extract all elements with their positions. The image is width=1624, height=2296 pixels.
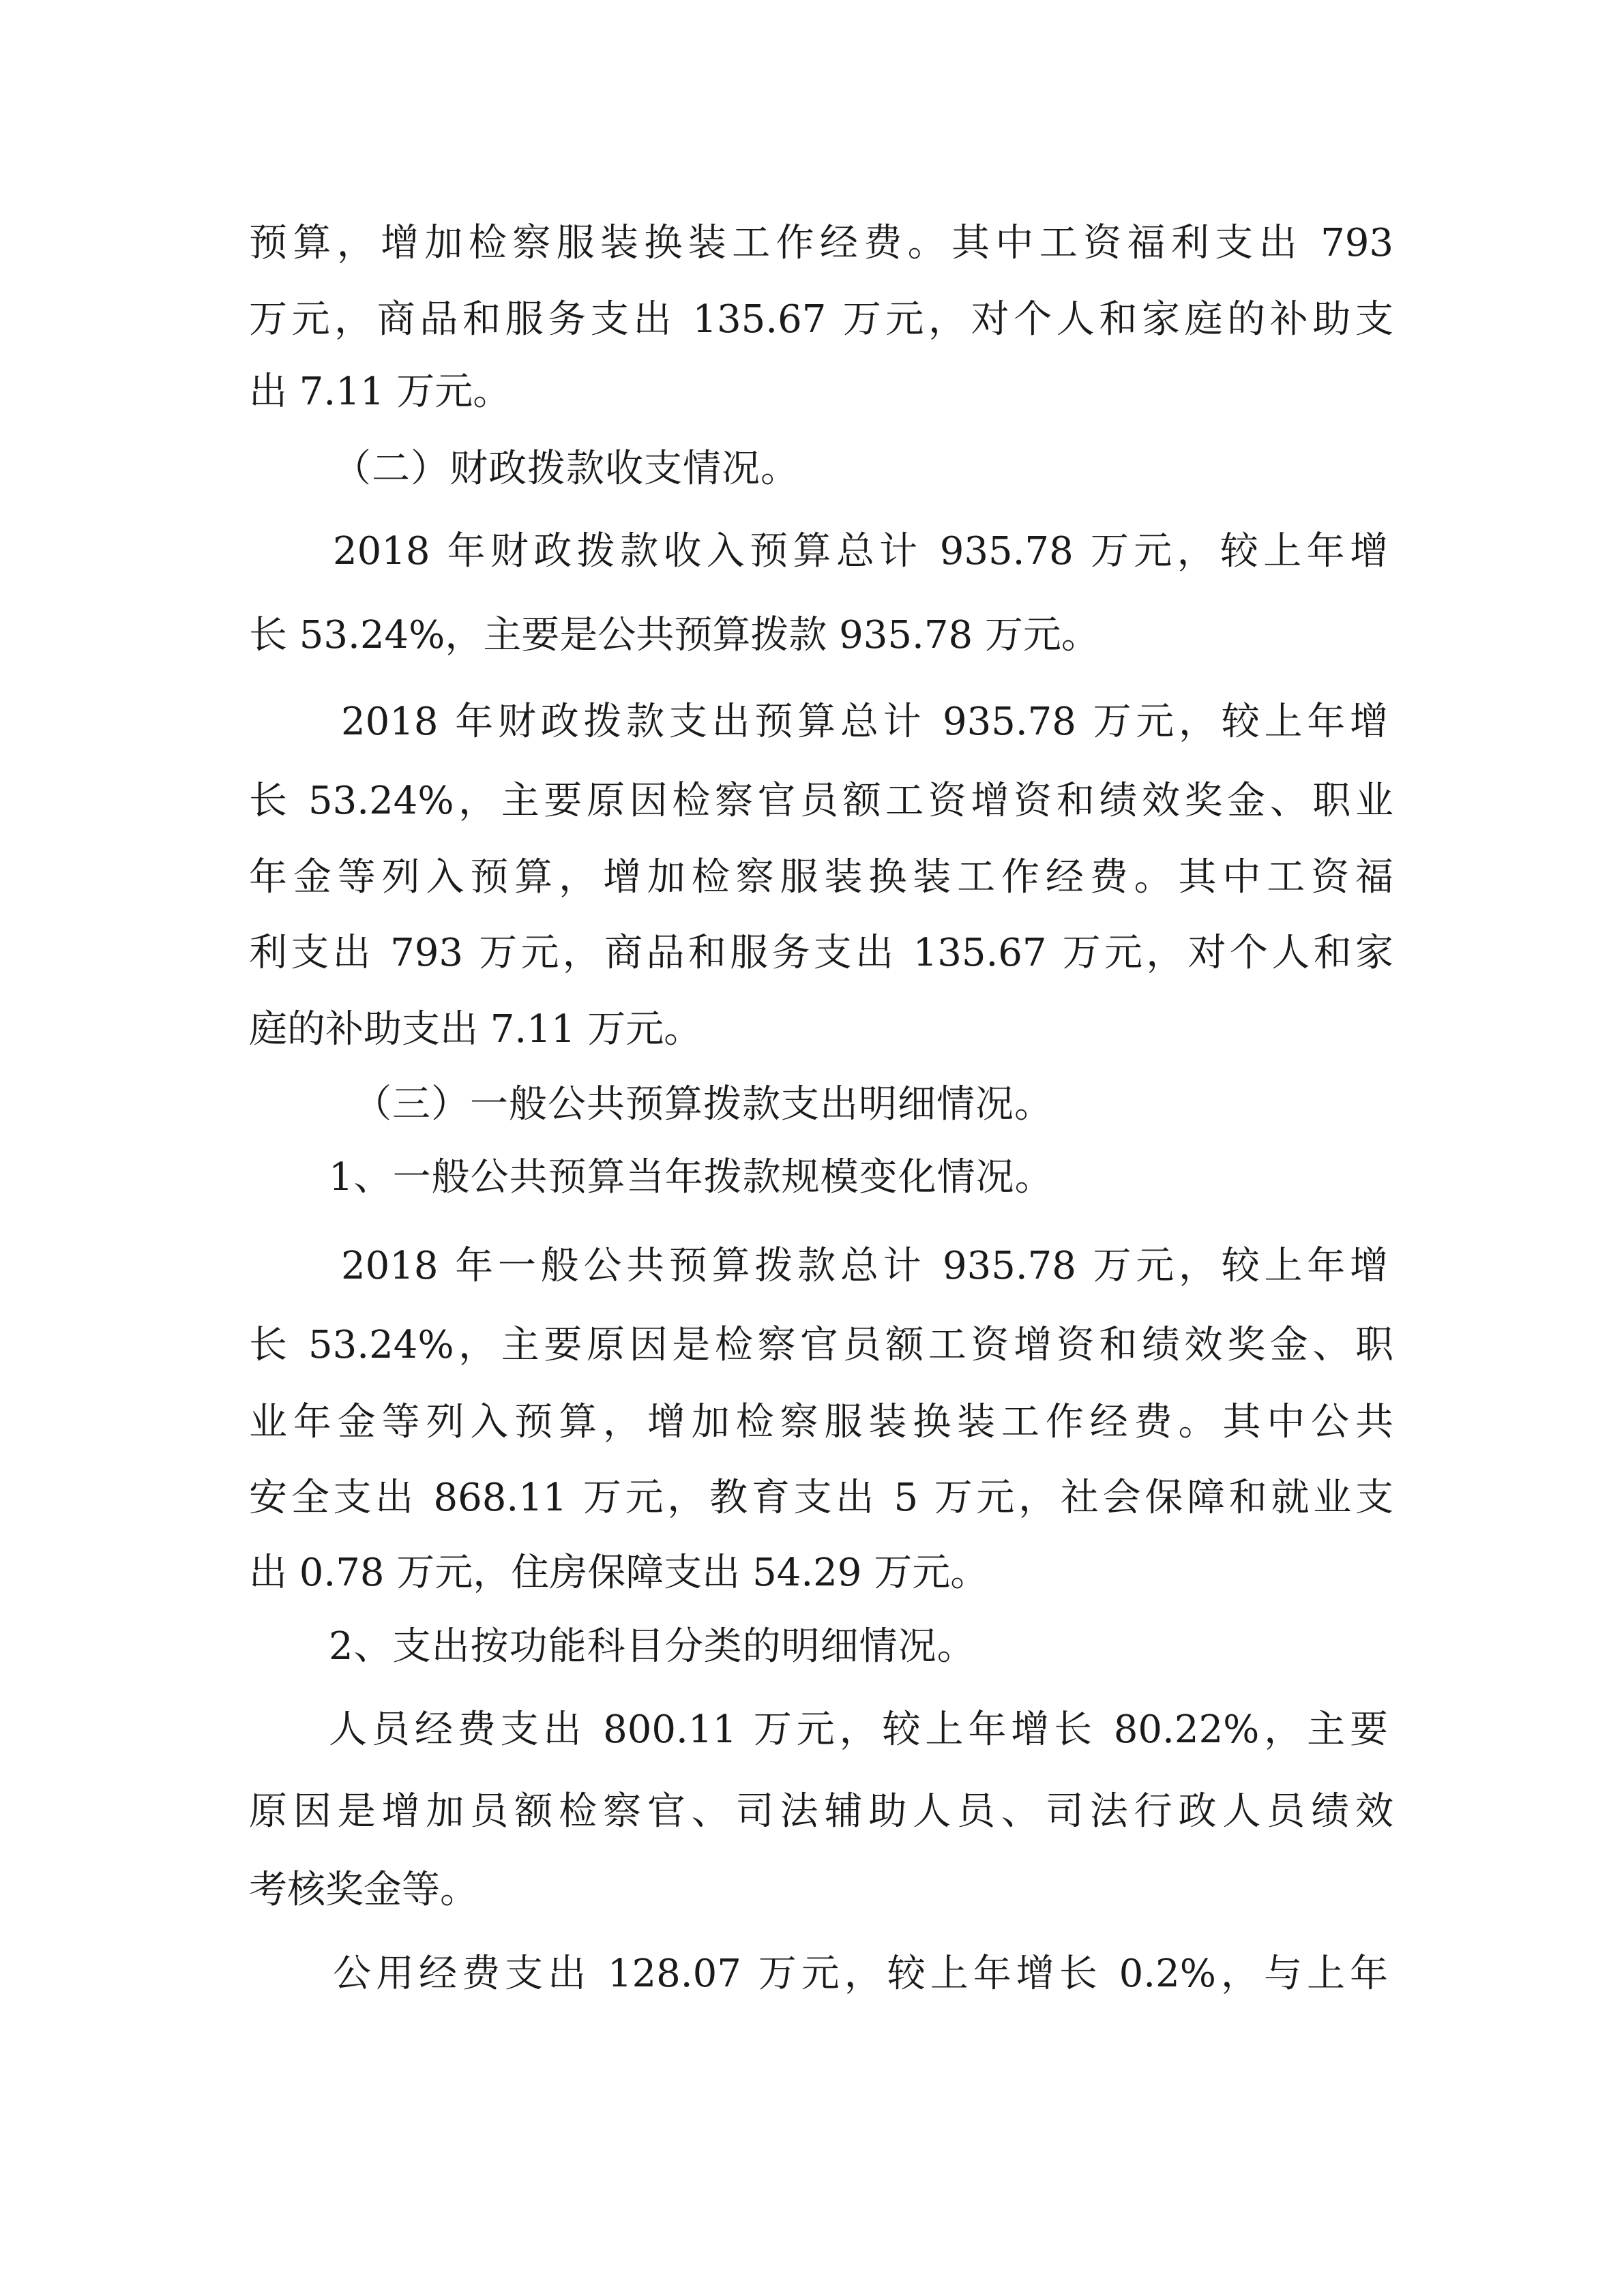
paragraph-text: 利支出 793 万元，商品和服务支出 135.67 万元，对个人和家 [249, 931, 1393, 975]
subsection-heading: 1、一般公共预算当年拨款规模变化情况。 [329, 1155, 1054, 1199]
paragraph-text: 预算，增加检察服装换装工作经费。其中工资福利支出 793 [249, 221, 1393, 265]
paragraph-text: 万元，商品和服务支出 135.67 万元，对个人和家庭的补助支 [249, 297, 1393, 342]
paragraph-text: 长 53.24%，主要原因是检察官员额工资增资和绩效奖金、职 [249, 1323, 1393, 1367]
paragraph-text: 公用经费支出 128.07 万元，较上年增长 0.2%，与上年 [333, 1952, 1388, 1996]
text-line-16 [0, 1392, 1624, 1453]
text-line-20 [0, 1699, 1624, 1761]
paragraph-text: 业年金等列入预算，增加检察服装换装工作经费。其中公共 [249, 1400, 1393, 1444]
text-line-3 [0, 361, 1624, 423]
text-line-14 [0, 1236, 1624, 1297]
paragraph-text: 考核奖金等。 [249, 1868, 478, 1912]
text-line-13 [0, 1147, 1624, 1208]
text-line-9 [0, 847, 1624, 908]
paragraph-text: 2018 年一般公共预算拨款总计 935.78 万元，较上年增 [341, 1244, 1388, 1288]
text-line-6 [0, 605, 1624, 666]
section-heading: （三）一般公共预算拨款支出明细情况。 [353, 1082, 1053, 1127]
paragraph-text: 长 53.24%，主要是公共预算拨款 935.78 万元。 [249, 613, 1099, 657]
text-line-22 [0, 1860, 1624, 1921]
text-line-7 [0, 691, 1624, 753]
text-line-10 [0, 923, 1624, 984]
paragraph-text: 安全支出 868.11 万元，教育支出 5 万元，社会保障和就业支 [249, 1476, 1393, 1520]
paragraph-text: 原因是增加员额检察官、司法辅助人员、司法行政人员绩效 [249, 1789, 1393, 1834]
section-heading: （二）财政拨款收支情况。 [333, 447, 799, 491]
text-line-2 [0, 289, 1624, 351]
subsection-heading: 2、支出按功能科目分类的明细情况。 [329, 1624, 976, 1669]
text-line-5 [0, 521, 1624, 582]
text-line-18 [0, 1542, 1624, 1604]
text-line-15 [0, 1315, 1624, 1376]
text-line-17 [0, 1467, 1624, 1529]
text-line-12 [0, 1074, 1624, 1135]
text-line-8 [0, 771, 1624, 832]
text-line-1 [0, 213, 1624, 274]
text-line-19 [0, 1616, 1624, 1678]
paragraph-text: 长 53.24%，主要原因检察官员额工资增资和绩效奖金、职业 [249, 779, 1393, 823]
paragraph-text: 人员经费支出 800.11 万元，较上年增长 80.22%，主要 [329, 1708, 1388, 1752]
text-line-4 [0, 438, 1624, 500]
paragraph-text: 年金等列入预算，增加检察服装换装工作经费。其中工资福 [249, 855, 1393, 899]
paragraph-text: 2018 年财政拨款收入预算总计 935.78 万元，较上年增 [333, 529, 1388, 573]
paragraph-text: 出 0.78 万元，住房保障支出 54.29 万元。 [249, 1551, 989, 1595]
text-line-23 [0, 1943, 1624, 2005]
text-line-11 [0, 999, 1624, 1060]
text-line-21 [0, 1781, 1624, 1843]
paragraph-text: 庭的补助支出 7.11 万元。 [249, 1007, 703, 1052]
paragraph-text: 出 7.11 万元。 [249, 370, 512, 414]
paragraph-text: 2018 年财政拨款支出预算总计 935.78 万元，较上年增 [341, 700, 1388, 744]
